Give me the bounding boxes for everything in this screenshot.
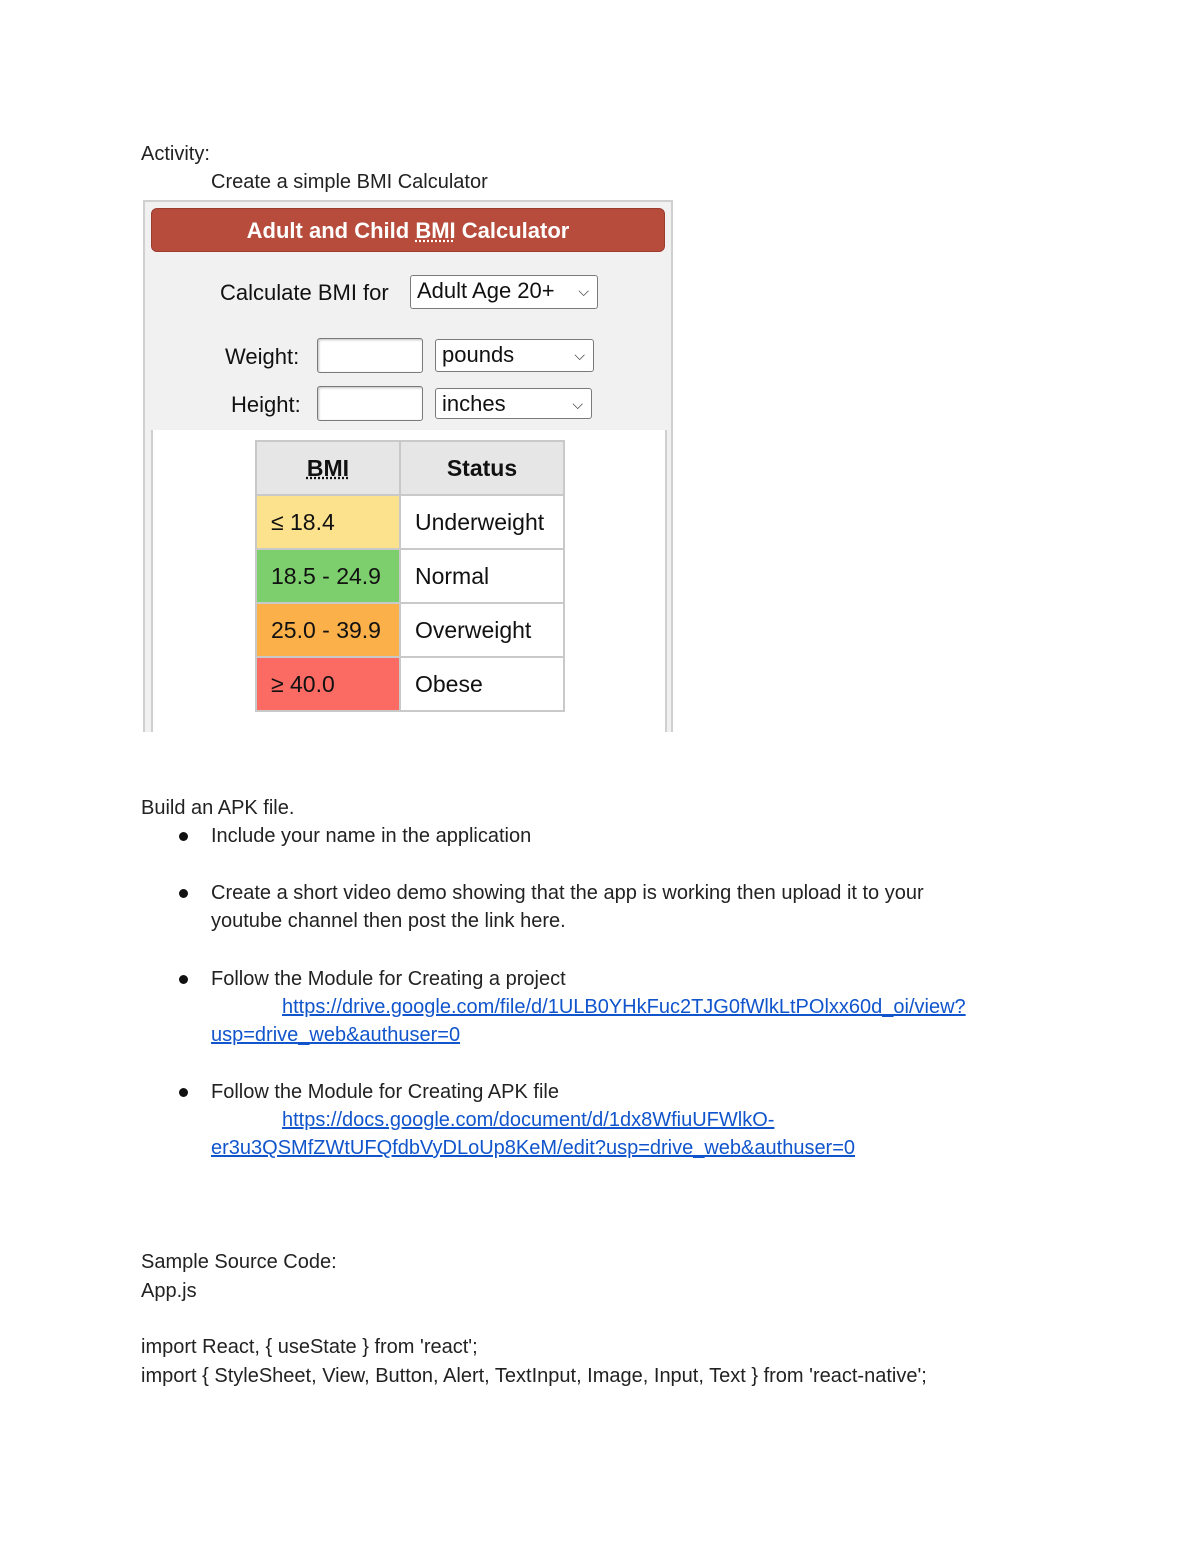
bullet-icon xyxy=(179,889,188,898)
source-filename: App.js xyxy=(141,1280,197,1302)
bullet-icon xyxy=(179,832,188,841)
build-heading: Build an APK file. xyxy=(141,797,295,819)
code-line: import React, { useState } from 'react'; xyxy=(141,1336,478,1358)
bmi-calculator-figure xyxy=(143,200,673,732)
height-label: Height: xyxy=(231,392,301,417)
bmi-range-cell: 25.0 - 39.9 xyxy=(256,603,400,657)
age-group-select[interactable]: Adult Age 20+ ⌵ xyxy=(410,275,598,309)
bmi-range-cell: 18.5 - 24.9 xyxy=(256,549,400,603)
apk-module-link[interactable]: https://docs.google.com/document/d/1dx8WfiuUFWlkO- xyxy=(282,1109,775,1131)
table-row xyxy=(256,603,564,657)
bmi-status-table xyxy=(255,440,565,712)
activity-task: Create a simple BMI Calculator xyxy=(211,171,488,193)
list-item: Follow the Module for Creating APK file xyxy=(211,1081,559,1103)
bmi-range-cell: ≥ 40.0 xyxy=(256,657,400,711)
calc-for-label: Calculate BMI for xyxy=(220,280,389,305)
status-cell: Obese xyxy=(400,657,564,711)
project-module-link[interactable]: https://drive.google.com/file/d/1ULB0YHkFuc2TJG0fWlkLtPOlxx60d_oi/view? xyxy=(282,996,966,1018)
table-header-row xyxy=(256,441,564,495)
chevron-down-icon: ⌵ xyxy=(572,396,583,412)
table-row xyxy=(256,657,564,711)
list-item: Create a short video demo showing that the app is working then upload it to your xyxy=(211,882,924,904)
list-item: Follow the Module for Creating a project xyxy=(211,968,566,990)
project-module-link-continued[interactable]: usp=drive_web&authuser=0 xyxy=(211,1024,461,1046)
bmi-range-cell: ≤ 18.4 xyxy=(256,495,400,549)
status-cell: Overweight xyxy=(400,603,564,657)
table-row xyxy=(256,549,564,603)
calculator-title: Adult and Child BMI Calculator xyxy=(151,208,665,252)
bmi-column-header: BMI xyxy=(256,441,400,495)
bullet-icon xyxy=(179,975,188,984)
chevron-down-icon: ⌵ xyxy=(578,283,589,299)
status-column-header: Status xyxy=(400,441,564,495)
weight-label: Weight: xyxy=(225,344,300,369)
bullet-icon xyxy=(179,1088,188,1097)
list-item-continued: youtube channel then post the link here. xyxy=(211,910,566,932)
list-item: Include your name in the application xyxy=(211,825,532,847)
source-heading: Sample Source Code: xyxy=(141,1251,337,1273)
table-row xyxy=(256,495,564,549)
status-cell: Normal xyxy=(400,549,564,603)
weight-input[interactable] xyxy=(317,338,423,373)
chevron-down-icon: ⌵ xyxy=(574,347,585,363)
activity-heading: Activity: xyxy=(141,143,210,165)
status-cell: Underweight xyxy=(400,495,564,549)
height-unit-select[interactable]: inches ⌵ xyxy=(435,388,592,419)
code-line: import { StyleSheet, View, Button, Alert, TextInput, Image, Input, Text } from 'react-native'; xyxy=(141,1365,927,1387)
weight-unit-select[interactable]: pounds ⌵ xyxy=(435,339,594,372)
height-input[interactable] xyxy=(317,386,423,421)
apk-module-link-continued[interactable]: er3u3QSMfZWtUFQfdbVyDLoUp8KeM/edit?usp=drive_web&authuser=0 xyxy=(211,1137,856,1159)
